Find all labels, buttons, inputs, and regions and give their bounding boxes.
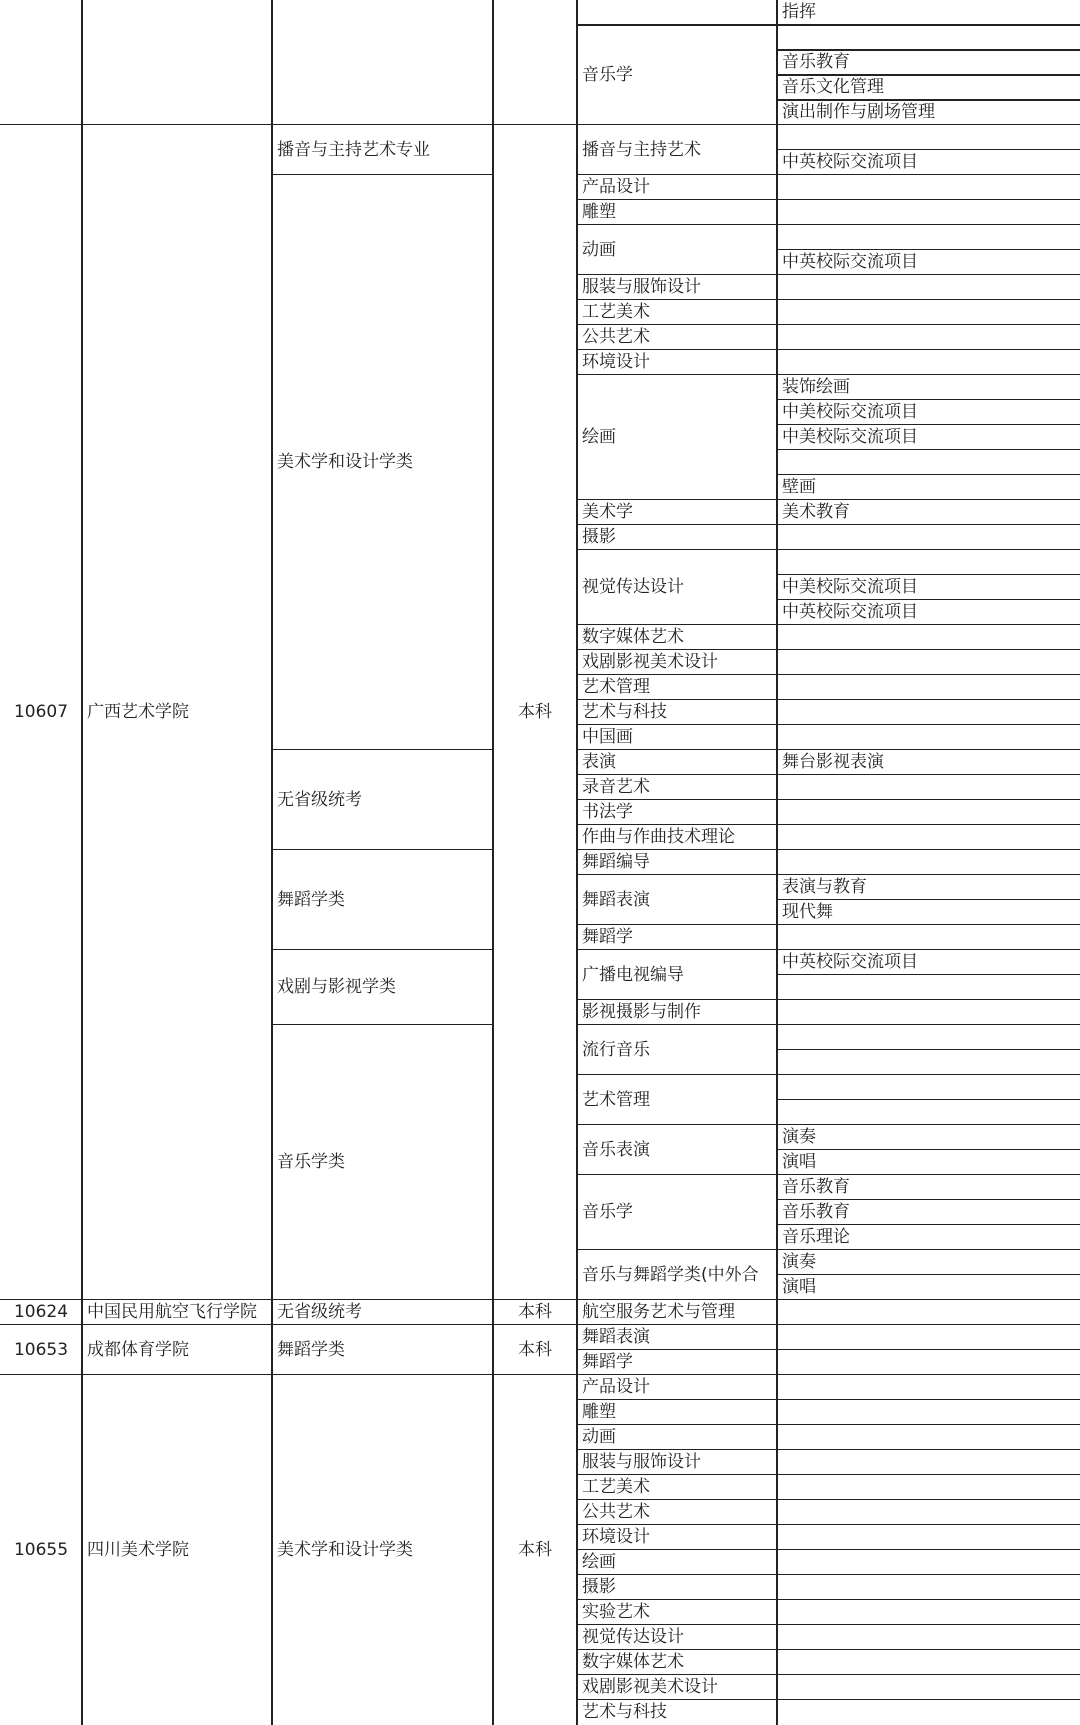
note-cell: 音乐教育 xyxy=(777,1200,1080,1225)
major-cell: 戏剧影视美术设计 xyxy=(577,1675,777,1700)
major-cell: 数字媒体艺术 xyxy=(577,1650,777,1675)
grid-line xyxy=(776,1325,778,1375)
note-cell: 中美校际交流项目 xyxy=(777,425,1080,450)
grid-line xyxy=(271,1375,273,1725)
note-cell xyxy=(777,1500,1080,1525)
major-cell: 产品设计 xyxy=(577,175,777,200)
note-cell: 中美校际交流项目 xyxy=(777,575,1080,600)
note-cell xyxy=(777,275,1080,300)
major-cell: 艺术管理 xyxy=(577,675,777,700)
note-cell xyxy=(777,1100,1080,1125)
note-cell xyxy=(777,1550,1080,1575)
major-cell: 环境设计 xyxy=(577,1525,777,1550)
major-cell: 广播电视编导 xyxy=(577,950,777,1000)
grid-line xyxy=(81,0,83,125)
note-cell xyxy=(777,625,1080,650)
note-cell xyxy=(777,1300,1080,1325)
major-cell: 舞蹈编导 xyxy=(577,850,777,875)
note-cell xyxy=(777,850,1080,875)
category-cell: 戏剧与影视学类 xyxy=(272,950,493,1025)
major-cell: 雕塑 xyxy=(577,200,777,225)
major-cell: 舞蹈表演 xyxy=(577,1325,777,1350)
note-cell: 音乐文化管理 xyxy=(777,75,1080,100)
major-cell: 戏剧影视美术设计 xyxy=(577,650,777,675)
note-cell: 演奏 xyxy=(777,1125,1080,1150)
note-cell: 演唱 xyxy=(777,1150,1080,1175)
degree-level: 本科 xyxy=(493,1325,577,1375)
major-cell: 动画 xyxy=(577,1425,777,1450)
grid-line xyxy=(576,125,578,1300)
category-cell: 音乐学类 xyxy=(272,1025,493,1300)
grid-line xyxy=(271,1325,273,1375)
note-cell xyxy=(777,650,1080,675)
note-cell xyxy=(777,1000,1080,1025)
grid-line xyxy=(777,24,1080,26)
grid-line xyxy=(492,1325,494,1375)
major-cell: 艺术管理 xyxy=(577,1075,777,1125)
note-cell xyxy=(777,1700,1080,1725)
note-cell: 舞台影视表演 xyxy=(777,750,1080,775)
note-cell: 中英校际交流项目 xyxy=(777,250,1080,275)
grid-line xyxy=(576,1325,578,1375)
grid-line xyxy=(776,125,778,1300)
grid-line xyxy=(776,1375,778,1725)
grid-line xyxy=(271,0,273,125)
note-cell xyxy=(777,1025,1080,1050)
major-cell: 中国画 xyxy=(577,725,777,750)
note-cell xyxy=(777,1350,1080,1375)
major-cell: 视觉传达设计 xyxy=(577,550,777,625)
grid-line xyxy=(81,1325,83,1375)
degree-level: 本科 xyxy=(493,125,577,1300)
note-cell xyxy=(777,325,1080,350)
major-cell: 摄影 xyxy=(577,525,777,550)
major-cell: 航空服务艺术与管理 xyxy=(577,1300,777,1325)
note-cell xyxy=(777,25,1080,50)
note-cell: 壁画 xyxy=(777,475,1080,500)
note-cell xyxy=(777,550,1080,575)
grid-line xyxy=(776,1300,778,1325)
note-cell xyxy=(777,1675,1080,1700)
major-cell: 舞蹈学 xyxy=(577,1350,777,1375)
school-name: 广西艺术学院 xyxy=(82,125,272,1300)
category-cell: 播音与主持艺术专业 xyxy=(272,125,493,175)
grid-line xyxy=(576,0,578,125)
note-cell: 演出制作与剧场管理 xyxy=(777,100,1080,125)
category-cell: 舞蹈学类 xyxy=(272,1325,493,1375)
note-cell: 指挥 xyxy=(777,0,1080,25)
major-cell: 流行音乐 xyxy=(577,1025,777,1075)
category-cell: 无省级统考 xyxy=(272,750,493,850)
degree-level: 本科 xyxy=(493,1375,577,1725)
major-cell: 视觉传达设计 xyxy=(577,1625,777,1650)
note-cell xyxy=(777,1375,1080,1400)
note-cell: 中美校际交流项目 xyxy=(777,400,1080,425)
major-cell: 舞蹈表演 xyxy=(577,875,777,925)
note-cell xyxy=(777,1425,1080,1450)
grid-line xyxy=(492,1300,494,1325)
major-cell: 书法学 xyxy=(577,800,777,825)
major-cell: 绘画 xyxy=(577,375,777,500)
grid-line xyxy=(776,0,778,125)
major-cell: 工艺美术 xyxy=(577,300,777,325)
degree-level: 本科 xyxy=(493,1300,577,1325)
major-cell: 服装与服饰设计 xyxy=(577,1450,777,1475)
note-cell: 中英校际交流项目 xyxy=(777,600,1080,625)
note-cell: 中英校际交流项目 xyxy=(777,950,1080,975)
note-cell xyxy=(777,300,1080,325)
grid-line xyxy=(577,24,777,26)
major-cell: 数字媒体艺术 xyxy=(577,625,777,650)
school-name: 中国民用航空飞行学院 xyxy=(82,1300,272,1325)
major-cell: 音乐学 xyxy=(577,1175,777,1250)
school-code: 10607 xyxy=(0,125,82,1300)
note-cell xyxy=(777,925,1080,950)
major-cell: 录音艺术 xyxy=(577,775,777,800)
major-cell: 艺术与科技 xyxy=(577,1700,777,1725)
note-cell xyxy=(777,1475,1080,1500)
grid-line xyxy=(777,49,1080,51)
school-code: 10653 xyxy=(0,1325,82,1375)
note-cell xyxy=(777,800,1080,825)
note-cell xyxy=(777,700,1080,725)
major-cell: 舞蹈学 xyxy=(577,925,777,950)
note-cell: 演唱 xyxy=(777,1275,1080,1300)
grid-line xyxy=(777,99,1080,101)
grid-line xyxy=(81,125,83,1300)
major-cell: 影视摄影与制作 xyxy=(577,1000,777,1025)
grid-line xyxy=(777,74,1080,76)
note-cell: 演奏 xyxy=(777,1250,1080,1275)
grid-line xyxy=(271,1300,273,1325)
major-cell: 绘画 xyxy=(577,1550,777,1575)
note-cell: 装饰绘画 xyxy=(777,375,1080,400)
note-cell xyxy=(777,775,1080,800)
major-cell: 播音与主持艺术 xyxy=(577,125,777,175)
note-cell: 表演与教育 xyxy=(777,875,1080,900)
note-cell xyxy=(777,1650,1080,1675)
grid-line xyxy=(492,0,494,125)
note-cell: 美术教育 xyxy=(777,500,1080,525)
school-name: 成都体育学院 xyxy=(82,1325,272,1375)
note-cell xyxy=(777,1075,1080,1100)
major-cell: 环境设计 xyxy=(577,350,777,375)
note-cell xyxy=(777,1625,1080,1650)
major-cell: 表演 xyxy=(577,750,777,775)
note-cell: 现代舞 xyxy=(777,900,1080,925)
major-cell: 作曲与作曲技术理论 xyxy=(577,825,777,850)
category-cell: 美术学和设计学类 xyxy=(272,1375,493,1725)
category-cell: 美术学和设计学类 xyxy=(272,175,493,750)
note-cell: 中英校际交流项目 xyxy=(777,150,1080,175)
grid-line xyxy=(81,1300,83,1325)
major-cell: 动画 xyxy=(577,225,777,275)
major-cell: 艺术与科技 xyxy=(577,700,777,725)
major-cell: 音乐与舞蹈学类(中外合 xyxy=(577,1250,777,1300)
note-cell xyxy=(777,525,1080,550)
school-code: 10655 xyxy=(0,1375,82,1725)
grid-line xyxy=(576,1300,578,1325)
major-cell: 音乐学 xyxy=(577,25,777,125)
note-cell: 音乐教育 xyxy=(777,50,1080,75)
note-cell xyxy=(777,725,1080,750)
grid-line xyxy=(492,125,494,1300)
grid-line xyxy=(576,1375,578,1725)
school-name: 四川美术学院 xyxy=(82,1375,272,1725)
major-cell: 产品设计 xyxy=(577,1375,777,1400)
note-cell xyxy=(777,350,1080,375)
note-cell xyxy=(777,125,1080,150)
note-cell xyxy=(777,1575,1080,1600)
note-cell: 音乐教育 xyxy=(777,1175,1080,1200)
major-cell: 雕塑 xyxy=(577,1400,777,1425)
major-cell: 公共艺术 xyxy=(577,325,777,350)
note-cell xyxy=(777,825,1080,850)
school-code: 10624 xyxy=(0,1300,82,1325)
grid-line xyxy=(81,1375,83,1725)
major-cell: 音乐表演 xyxy=(577,1125,777,1175)
category-cell: 无省级统考 xyxy=(272,1300,493,1325)
major-cell: 公共艺术 xyxy=(577,1500,777,1525)
note-cell xyxy=(777,225,1080,250)
note-cell xyxy=(777,975,1080,1000)
note-cell xyxy=(777,1050,1080,1075)
major-cell: 实验艺术 xyxy=(577,1600,777,1625)
note-cell xyxy=(777,1525,1080,1550)
major-cell: 服装与服饰设计 xyxy=(577,275,777,300)
note-cell: 音乐理论 xyxy=(777,1225,1080,1250)
note-cell xyxy=(777,450,1080,475)
grid-line xyxy=(271,125,273,1300)
note-cell xyxy=(777,200,1080,225)
note-cell xyxy=(777,1400,1080,1425)
major-cell: 工艺美术 xyxy=(577,1475,777,1500)
category-cell: 舞蹈学类 xyxy=(272,850,493,950)
major-cell: 美术学 xyxy=(577,500,777,525)
note-cell xyxy=(777,1600,1080,1625)
note-cell xyxy=(777,1450,1080,1475)
note-cell xyxy=(777,675,1080,700)
grid-line xyxy=(492,1375,494,1725)
note-cell xyxy=(777,1325,1080,1350)
major-cell: 摄影 xyxy=(577,1575,777,1600)
note-cell xyxy=(777,175,1080,200)
